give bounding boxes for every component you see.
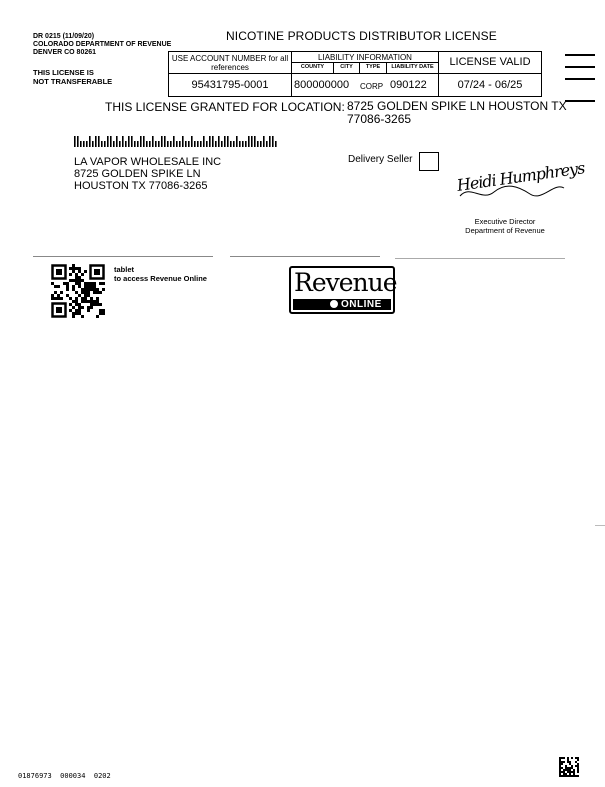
liability-header: LIABILITY INFORMATION — [318, 53, 412, 62]
barcode-bar — [218, 136, 220, 147]
barcode-bar — [119, 141, 121, 147]
account-number: 95431795-0001 — [191, 79, 269, 91]
qr-module — [102, 282, 105, 285]
datamatrix-module — [567, 767, 569, 769]
qr-module — [78, 279, 81, 282]
barcode-bar — [110, 136, 112, 147]
footer-code: 01876973 000034 0202 — [18, 772, 111, 780]
logo-circle-icon — [329, 299, 339, 309]
barcode-bar — [77, 136, 79, 147]
barcode-bar — [101, 141, 103, 147]
barcode-bar — [86, 141, 88, 147]
datamatrix-module — [571, 771, 573, 773]
barcode-bar — [221, 141, 223, 147]
department-name: COLORADO DEPARTMENT OF REVENUE — [33, 41, 172, 48]
qr-module — [81, 279, 84, 282]
col-liability-date: LIABILITY DATE — [391, 64, 434, 70]
barcode-bar — [260, 141, 262, 147]
margin-mark — [565, 100, 595, 102]
barcode-bar — [125, 141, 127, 147]
barcode-bar — [269, 136, 271, 147]
qr-module — [81, 300, 84, 303]
qr-module — [72, 264, 75, 267]
datamatrix-module — [561, 763, 563, 765]
datamatrix-module — [563, 757, 565, 759]
datamatrix-module — [567, 769, 569, 771]
director-signature: Heidi Humphreys — [455, 158, 586, 195]
location-line2: 77086-3265 — [347, 112, 412, 126]
barcode-bar — [155, 141, 157, 147]
licensee-address — [74, 156, 221, 192]
qr-module — [78, 306, 81, 309]
qr-module — [66, 285, 69, 288]
datamatrix-module — [559, 761, 561, 763]
account-column — [169, 52, 292, 96]
form-header-block — [33, 33, 171, 57]
barcode-bar — [272, 136, 274, 147]
qr-module — [72, 312, 75, 315]
barcode-bar — [116, 136, 118, 147]
barcode-bar — [122, 136, 124, 147]
licensee-street: 8725 GOLDEN SPIKE LN — [74, 168, 201, 180]
qr-module — [51, 282, 54, 285]
barcode-bar — [182, 136, 184, 147]
qr-module — [78, 294, 81, 297]
qr-module — [75, 309, 78, 312]
barcode-bar — [128, 136, 130, 147]
datamatrix-module — [563, 775, 565, 777]
barcode-bar — [209, 136, 211, 147]
datamatrix-module — [569, 771, 571, 773]
qr-module — [96, 297, 99, 300]
margin-mark — [565, 66, 595, 68]
barcode-bar — [248, 136, 250, 147]
datamatrix-module — [563, 761, 565, 763]
datamatrix-module — [573, 771, 575, 773]
qr-module — [99, 312, 102, 315]
qr-module — [90, 303, 93, 306]
barcode-bar — [104, 141, 106, 147]
barcode-bar — [191, 136, 193, 147]
barcode-bar — [185, 141, 187, 147]
datamatrix-module — [559, 769, 561, 771]
qr-module — [72, 315, 75, 318]
barcode-bar — [107, 136, 109, 147]
qr-module — [72, 288, 75, 291]
qr-module — [72, 285, 75, 288]
edge-mark — [595, 525, 605, 526]
barcode-bar — [239, 141, 241, 147]
qr-module — [72, 306, 75, 309]
qr-module — [75, 291, 78, 294]
datamatrix-module — [571, 767, 573, 769]
qr-module — [75, 297, 78, 300]
datamatrix-module — [575, 757, 577, 759]
qr-module — [69, 303, 72, 306]
qr-caption — [114, 265, 207, 283]
signature-flourish — [458, 180, 566, 204]
qr-module — [93, 303, 96, 306]
barcode-bar — [257, 141, 259, 147]
qr-module — [96, 291, 99, 294]
qr-module — [87, 285, 90, 288]
datamatrix-module — [569, 769, 571, 771]
qr-module — [90, 282, 93, 285]
location-line1: 8725 GOLDEN SPIKE LN HOUSTON TX — [347, 99, 567, 113]
barcode-bar — [113, 141, 115, 147]
datamatrix-module — [569, 761, 571, 763]
qr-module — [78, 270, 81, 273]
barcode-bar — [161, 136, 163, 147]
barcode-bar — [179, 141, 181, 147]
barcode-bar — [143, 136, 145, 147]
datamatrix-module — [559, 757, 561, 759]
datamatrix-module — [577, 771, 579, 773]
qr-module — [78, 309, 81, 312]
barcode-bar — [74, 136, 76, 147]
barcode-bar — [254, 136, 256, 147]
qr-module — [81, 306, 84, 309]
delivery-seller-label: Delivery Seller — [348, 154, 413, 165]
qr-label-tablet: tablet — [114, 265, 135, 274]
qr-module — [54, 297, 57, 300]
qr-module — [90, 285, 93, 288]
qr-module — [75, 279, 78, 282]
qr-module — [69, 297, 72, 300]
signature-caption — [455, 217, 555, 235]
qr-module — [84, 300, 87, 303]
qr-module — [51, 297, 54, 300]
qr-module — [96, 303, 99, 306]
datamatrix-module — [567, 759, 569, 761]
datamatrix-module — [559, 771, 561, 773]
datamatrix-module — [567, 771, 569, 773]
qr-module — [78, 312, 81, 315]
datamatrix-module — [561, 757, 563, 759]
datamatrix-module — [567, 775, 569, 777]
license-title: NICOTINE PRODUCTS DISTRIBUTOR LICENSE — [226, 29, 497, 43]
qr-module — [81, 291, 84, 294]
qr-module — [69, 279, 72, 282]
qr-module — [72, 267, 75, 270]
department-city: DENVER CO 80261 — [33, 49, 97, 56]
datamatrix-module — [559, 767, 561, 769]
datamatrix-module — [563, 773, 565, 775]
datamatrix-module — [575, 775, 577, 777]
qr-module — [72, 270, 75, 273]
datamatrix-module — [577, 757, 579, 759]
barcode-bar — [197, 141, 199, 147]
datamatrix-module — [573, 775, 575, 777]
qr-module — [96, 300, 99, 303]
datamatrix-module — [561, 767, 563, 769]
qr-module — [78, 267, 81, 270]
qr-module — [75, 282, 78, 285]
barcode-bar — [275, 141, 277, 147]
separator-line — [33, 256, 213, 257]
qr-module — [69, 309, 72, 312]
not-transferable-line1: THIS LICENSE IS — [33, 68, 94, 77]
account-header: USE ACCOUNT NUMBER for all references — [171, 54, 289, 72]
qr-module — [57, 294, 60, 297]
qr-module — [84, 282, 87, 285]
valid-dates: 07/24 - 06/25 — [457, 79, 523, 91]
qr-module — [72, 279, 75, 282]
qr-module — [84, 270, 87, 273]
not-transferable-notice — [33, 68, 112, 86]
director-title: Executive Director — [474, 217, 536, 226]
barcode-bar — [194, 141, 196, 147]
datamatrix-module — [577, 763, 579, 765]
datamatrix-module — [559, 759, 561, 761]
qr-module — [60, 291, 63, 294]
qr-module — [81, 273, 84, 276]
qr-module — [87, 300, 90, 303]
barcode-bar — [188, 141, 190, 147]
form-code: DR 0215 (11/09/20) — [33, 33, 95, 40]
qr-module — [84, 288, 87, 291]
barcode-bar — [176, 141, 178, 147]
postal-barcode — [74, 136, 284, 148]
margin-mark — [565, 78, 595, 80]
barcode-bar — [164, 136, 166, 147]
barcode-bar — [224, 136, 226, 147]
qr-module — [75, 276, 78, 279]
qr-module — [75, 303, 78, 306]
barcode-bar — [227, 136, 229, 147]
qr-module — [69, 267, 72, 270]
datamatrix-module — [577, 775, 579, 777]
delivery-seller-checkbox[interactable] — [419, 152, 439, 171]
qr-module — [78, 303, 81, 306]
datamatrix-module — [569, 767, 571, 769]
qr-module — [72, 300, 75, 303]
col-type: TYPE — [365, 64, 381, 70]
qr-module — [81, 288, 84, 291]
barcode-bar — [230, 141, 232, 147]
datamatrix-module — [561, 775, 563, 777]
datamatrix-module — [567, 761, 569, 763]
barcode-bar — [152, 136, 154, 147]
barcode-bar — [266, 141, 268, 147]
datamatrix-module — [567, 757, 569, 759]
datamatrix-module — [577, 765, 579, 767]
qr-module — [99, 291, 102, 294]
qr-module — [90, 300, 93, 303]
separator-line — [230, 256, 380, 257]
qr-module — [93, 300, 96, 303]
qr-module — [102, 288, 105, 291]
barcode-bar — [95, 136, 97, 147]
barcode-bar — [167, 141, 169, 147]
qr-module — [84, 291, 87, 294]
datamatrix-module — [577, 759, 579, 761]
license-info-table — [168, 51, 542, 97]
qr-module — [57, 285, 60, 288]
qr-module — [54, 285, 57, 288]
barcode-bar — [203, 136, 205, 147]
datamatrix-module — [565, 767, 567, 769]
barcode-bar — [137, 141, 139, 147]
barcode-bar — [149, 141, 151, 147]
location-label: THIS LICENSE GRANTED FOR LOCATION: — [105, 100, 345, 114]
qr-module — [84, 285, 87, 288]
qr-module — [90, 306, 93, 309]
not-transferable-line2: NOT TRANSFERABLE — [33, 77, 113, 86]
barcode-bar — [233, 141, 235, 147]
margin-mark — [565, 54, 595, 56]
qr-module — [93, 291, 96, 294]
datamatrix-module — [577, 767, 579, 769]
qr-module — [102, 309, 105, 312]
datamatrix-module — [565, 769, 567, 771]
datamatrix-module — [559, 765, 561, 767]
barcode-bar — [140, 136, 142, 147]
datamatrix-module — [559, 775, 561, 777]
qr-module — [78, 282, 81, 285]
qr-module — [84, 294, 87, 297]
liability-date-value: 090122 — [390, 79, 427, 91]
col-county: COUNTY — [300, 64, 325, 70]
datamatrix-module — [561, 761, 563, 763]
qr-label-access: to access Revenue Online — [114, 274, 207, 283]
footer-datamatrix — [559, 757, 579, 777]
qr-module — [99, 309, 102, 312]
qr-module — [81, 315, 84, 318]
valid-header: LICENSE VALID — [449, 56, 531, 68]
valid-column — [439, 52, 541, 96]
director-dept: Department of Revenue — [465, 226, 545, 235]
qr-module — [75, 312, 78, 315]
qr-module — [66, 288, 69, 291]
barcode-bar — [98, 136, 100, 147]
barcode-bar — [146, 141, 148, 147]
datamatrix-module — [571, 765, 573, 767]
qr-module — [57, 297, 60, 300]
barcode-bar — [212, 136, 214, 147]
barcode-bar — [236, 136, 238, 147]
datamatrix-module — [559, 763, 561, 765]
barcode-bar — [263, 136, 265, 147]
barcode-bar — [245, 141, 247, 147]
qr-module — [54, 291, 57, 294]
qr-module — [69, 273, 72, 276]
qr-code[interactable] — [51, 264, 105, 318]
county-value: 800000000 — [294, 79, 350, 91]
qr-module — [99, 303, 102, 306]
qr-module — [87, 294, 90, 297]
datamatrix-module — [565, 765, 567, 767]
datamatrix-module — [569, 763, 571, 765]
barcode-bar — [251, 136, 253, 147]
qr-module — [93, 282, 96, 285]
licensee-name: LA VAPOR WHOLESALE INC — [74, 156, 222, 168]
barcode-bar — [89, 136, 91, 147]
datamatrix-module — [575, 765, 577, 767]
barcode-bar — [158, 141, 160, 147]
qr-module — [78, 285, 81, 288]
datamatrix-module — [571, 757, 573, 759]
qr-module — [90, 288, 93, 291]
col-city: CITY — [340, 64, 353, 70]
liability-column — [292, 52, 439, 96]
qr-module — [87, 288, 90, 291]
barcode-bar — [170, 141, 172, 147]
qr-module — [60, 297, 63, 300]
qr-module — [66, 282, 69, 285]
logo-word-revenue: Revenue — [294, 268, 397, 297]
datamatrix-module — [575, 761, 577, 763]
qr-module — [87, 282, 90, 285]
logo-word-online: ONLINE — [341, 299, 382, 310]
location-address — [347, 100, 567, 126]
datamatrix-module — [565, 773, 567, 775]
qr-module — [51, 294, 54, 297]
barcode-bar — [83, 141, 85, 147]
barcode-bar — [173, 136, 175, 147]
licensee-city: HOUSTON TX 77086-3265 — [74, 180, 208, 192]
revenue-online-logo[interactable] — [289, 266, 395, 314]
barcode-bar — [206, 141, 208, 147]
datamatrix-module — [563, 769, 565, 771]
datamatrix-module — [565, 775, 567, 777]
datamatrix-module — [577, 769, 579, 771]
qr-module — [75, 273, 78, 276]
datamatrix-module — [573, 773, 575, 775]
datamatrix-module — [563, 771, 565, 773]
datamatrix-module — [569, 773, 571, 775]
barcode-bar — [80, 141, 82, 147]
qr-module — [93, 288, 96, 291]
barcode-bar — [242, 141, 244, 147]
datamatrix-module — [559, 773, 561, 775]
qr-module — [66, 294, 69, 297]
qr-module — [81, 297, 84, 300]
type-value: CORP — [360, 82, 384, 91]
qr-module — [87, 306, 90, 309]
qr-module — [87, 309, 90, 312]
barcode-bar — [200, 141, 202, 147]
barcode-bar — [131, 136, 133, 147]
datamatrix-module — [571, 775, 573, 777]
qr-module — [90, 297, 93, 300]
qr-module — [99, 282, 102, 285]
qr-module — [78, 276, 81, 279]
qr-module — [87, 291, 90, 294]
qr-module — [93, 285, 96, 288]
separator-line — [395, 258, 565, 259]
qr-module — [75, 267, 78, 270]
datamatrix-module — [573, 769, 575, 771]
barcode-bar — [134, 141, 136, 147]
barcode-bar — [92, 141, 94, 147]
datamatrix-module — [561, 771, 563, 773]
qr-module — [96, 288, 99, 291]
qr-module — [102, 312, 105, 315]
qr-module — [63, 282, 66, 285]
datamatrix-module — [569, 775, 571, 777]
qr-module — [84, 297, 87, 300]
barcode-bar — [215, 141, 217, 147]
qr-module — [75, 300, 78, 303]
qr-module — [96, 315, 99, 318]
